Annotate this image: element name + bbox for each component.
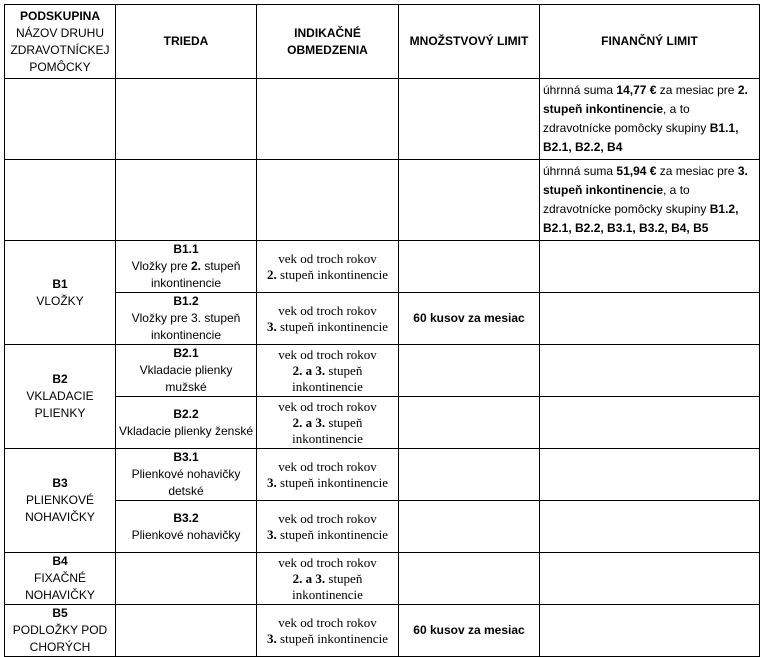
header-row bbox=[5, 5, 760, 79]
class-b1-2: B1.2 Vložky pre 3. stupeň inkontinencie bbox=[116, 293, 257, 345]
indication-b3-2: vek od troch rokov 3. stupeň inkontinencie bbox=[257, 501, 399, 553]
limits-table bbox=[4, 4, 760, 657]
class-b2-2: B2.2 Vkladacie plienky ženské bbox=[116, 397, 257, 449]
header-financial: FINANČNÝ LIMIT bbox=[540, 5, 760, 79]
indication-b3-1: vek od troch rokov 3. stupeň inkontinencie bbox=[257, 449, 399, 501]
indication-b1-2: vek od troch rokov 3. stupeň inkontinencie bbox=[257, 293, 399, 345]
table-row bbox=[5, 397, 760, 449]
indication-b2-2: vek od troch rokov 2. a 3. stupeň inkontinencie bbox=[257, 397, 399, 449]
table-row bbox=[5, 345, 760, 397]
financial-row-2 bbox=[5, 160, 760, 241]
financial-row-1 bbox=[5, 79, 760, 160]
group-b3: B3 PLIENKOVÉ NOHAVIČKY bbox=[5, 449, 116, 553]
quantity-b5: 60 kusov za mesiac bbox=[399, 605, 540, 657]
financial-limit-1: úhrnná suma 14,77 € za mesiac pre 2. stupeň inkontinencie, a to zdravotnícke pomôcky skupiny B1.1, B2.1, B2.2, B4 bbox=[540, 79, 760, 160]
header-quantity: MNOŽSTVOVÝ LIMIT bbox=[399, 5, 540, 79]
indication-b5: vek od troch rokov 3. stupeň inkontinencie bbox=[257, 605, 399, 657]
table-row bbox=[5, 293, 760, 345]
class-b1-1: B1.1 Vložky pre 2. stupeň inkontinencie bbox=[116, 241, 257, 293]
indication-b2-1: vek od troch rokov 2. a 3. stupeň inkontinencie bbox=[257, 345, 399, 397]
indication-b4: vek od troch rokov 2. a 3. stupeň inkontinencie bbox=[257, 553, 399, 605]
class-b3-1: B3.1 Plienkové nohavičky detské bbox=[116, 449, 257, 501]
table-row bbox=[5, 553, 760, 605]
table-row bbox=[5, 501, 760, 553]
group-b5: B5 PODLOŽKY POD CHORÝCH bbox=[5, 605, 116, 657]
indication-b1-1: vek od troch rokov 2. stupeň inkontinencie bbox=[257, 241, 399, 293]
header-indication: INDIKAČNÉ OBMEDZENIA bbox=[257, 5, 399, 79]
class-b2-1: B2.1 Vkladacie plienky mužské bbox=[116, 345, 257, 397]
header-subgroup-subtitle: NÁZOV DRUHU ZDRAVOTNÍCKEJ POMÔCKY bbox=[10, 25, 110, 74]
group-b1: B1 VLOŽKY bbox=[5, 241, 116, 345]
table-row bbox=[5, 449, 760, 501]
class-b3-2: B3.2 Plienkové nohavičky bbox=[116, 501, 257, 553]
table-row bbox=[5, 241, 760, 293]
header-subgroup-title: PODSKUPINA bbox=[19, 8, 100, 23]
header-class: TRIEDA bbox=[116, 5, 257, 79]
table-row bbox=[5, 605, 760, 657]
quantity-b1-2: 60 kusov za mesiac bbox=[399, 293, 540, 345]
group-b4: B4 FIXAČNÉ NOHAVIČKY bbox=[5, 553, 116, 605]
group-b2: B2 VKLADACIE PLIENKY bbox=[5, 345, 116, 449]
header-subgroup bbox=[5, 5, 116, 79]
financial-limit-2: úhrnná suma 51,94 € za mesiac pre 3. stupeň inkontinencie, a to zdravotnícke pomôcky skupiny B1.2, B2.1, B2.2, B3.1, B3.2, B4, B5 bbox=[540, 160, 760, 241]
